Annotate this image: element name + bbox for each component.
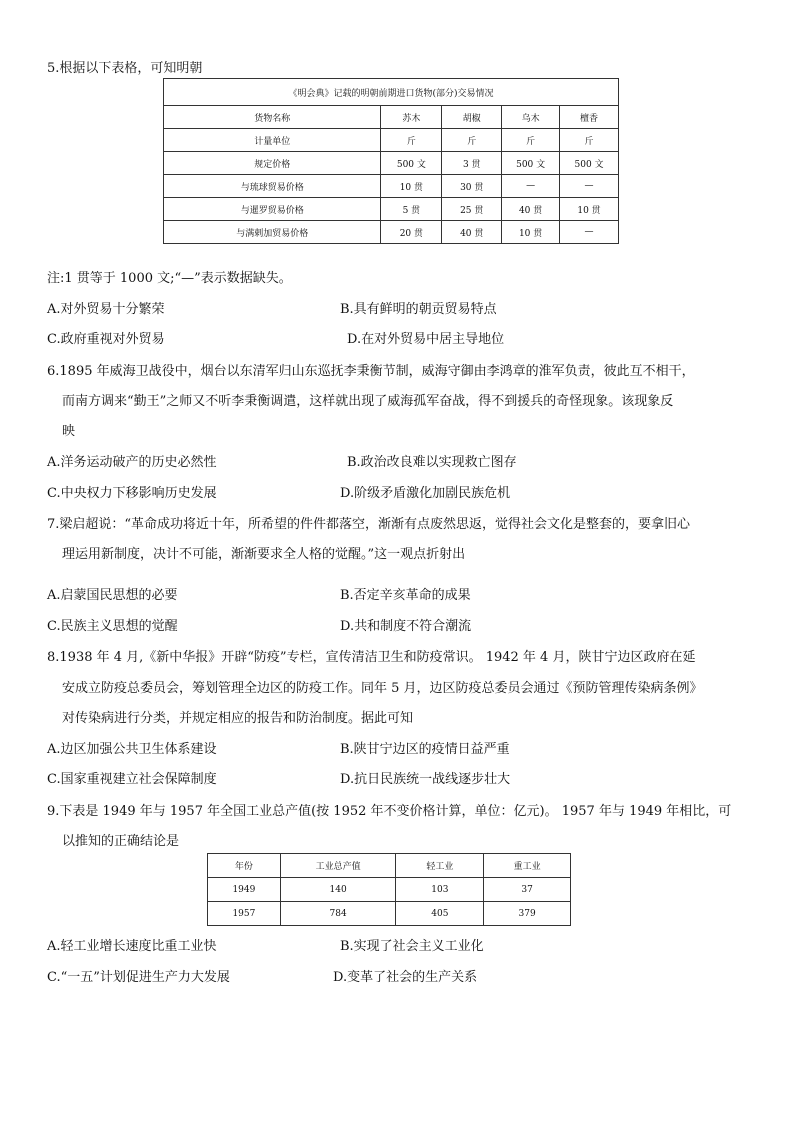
table-cell: 与暹罗贸易价格	[164, 198, 381, 221]
table-cell: 斤	[442, 129, 502, 152]
q8-stem-line1: 8.1938 年 4 月,《新中华报》开辟“防疫”专栏，宣传清洁卫生和防疫常识。 1942 年 4 月，陕甘宁边区政府在延	[47, 650, 696, 665]
q9-table	[207, 853, 571, 926]
q9-stem-line2: 以推知的正确结论是	[62, 834, 180, 849]
table-cell: 30 贯	[442, 175, 502, 198]
q8-option-b[interactable]: B.陕甘宁边区的疫情日益严重	[340, 742, 510, 757]
table-cell: 10 贯	[381, 175, 442, 198]
q8-stem-line3: 对传染病进行分类，并规定相应的报告和防治制度。据此可知	[62, 711, 414, 726]
table-cell: 10 贯	[560, 198, 619, 221]
q5-note: 注:1 贯等于 1000 文;“—”表示数据缺失。	[47, 271, 292, 286]
table-cell: 1949	[208, 878, 281, 902]
table-cell: 40 贯	[502, 198, 560, 221]
table-row	[208, 878, 571, 902]
table-cell: —	[560, 175, 619, 198]
q5-stem: 5.根据以下表格，可知明朝	[47, 61, 203, 76]
table-header-cell: 乌木	[502, 106, 560, 129]
q6-option-a[interactable]: A.洋务运动破产的历史必然性	[47, 455, 217, 470]
table-cell: 5 贯	[381, 198, 442, 221]
q5-option-b[interactable]: B.具有鲜明的朝贡贸易特点	[340, 302, 497, 317]
table-header-row	[164, 106, 619, 129]
q8-option-d[interactable]: D.抗日民族统一战线逐步壮大	[340, 772, 511, 787]
q9-option-c[interactable]: C.“一五”计划促进生产力大发展	[47, 970, 230, 985]
table-cell: 斤	[381, 129, 442, 152]
table-row	[164, 175, 619, 198]
table-header-cell: 货物名称	[164, 106, 381, 129]
q9-option-a[interactable]: A.轻工业增长速度比重工业快	[47, 939, 217, 954]
q5-option-d[interactable]: D.在对外贸易中居主导地位	[347, 332, 505, 347]
table-row	[164, 129, 619, 152]
q7-option-a[interactable]: A.启蒙国民思想的必要	[47, 588, 178, 603]
q6-option-b[interactable]: B.政治改良难以实现救亡图存	[347, 455, 517, 470]
table-cell: 计量单位	[164, 129, 381, 152]
table-cell: —	[502, 175, 560, 198]
table-cell: 140	[280, 878, 396, 902]
q8-option-a[interactable]: A.边区加强公共卫生体系建设	[47, 742, 217, 757]
table-cell: 40 贯	[442, 221, 502, 244]
q5-table-caption: 《明会典》记载的明朝前期进口货物(部分)交易情况	[164, 79, 619, 106]
table-cell: 与满剌加贸易价格	[164, 221, 381, 244]
table-cell: 500 文	[502, 152, 560, 175]
q9-option-b[interactable]: B.实现了社会主义工业化	[340, 939, 484, 954]
table-row	[208, 902, 571, 926]
table-header-cell: 重工业	[484, 854, 571, 878]
q7-option-b[interactable]: B.否定辛亥革命的成果	[340, 588, 471, 603]
q9-stem-line1: 9.下表是 1949 年与 1957 年全国工业总产值(按 1952 年不变价格计算，单位：亿元)。 1957 年与 1949 年相比，可	[47, 804, 732, 819]
table-row	[164, 221, 619, 244]
q7-stem-line2: 理运用新制度，决计不可能，渐渐要求全人格的觉醒。”这一观点折射出	[62, 547, 466, 562]
table-header-row	[208, 854, 571, 878]
table-cell: 10 贯	[502, 221, 560, 244]
table-cell: 3 贯	[442, 152, 502, 175]
q7-option-d[interactable]: D.共和制度不符合潮流	[340, 619, 472, 634]
table-header-cell: 轻工业	[396, 854, 484, 878]
q6-stem-line2: 而南方调来“勤王”之师又不听李秉衡调遣，这样就出现了威海孤军奋战，得不到援兵的奇怪现象。该现象反	[62, 394, 674, 409]
q6-stem-line1: 6.1895 年威海卫战役中，烟台以东清军归山东巡抚李秉衡节制，威海守御由李鸿章的淮军负责，彼此互不相干，	[47, 364, 695, 379]
table-header-cell: 苏木	[381, 106, 442, 129]
q6-option-d[interactable]: D.阶级矛盾激化加剧民族危机	[340, 486, 511, 501]
table-header-cell: 胡椒	[442, 106, 502, 129]
table-cell: 斤	[560, 129, 619, 152]
q8-stem-line2: 安成立防疫总委员会，筹划管理全边区的防疫工作。同年 5 月，边区防疫总委员会通过《预防管理传染病条例》	[62, 681, 703, 696]
table-cell: —	[560, 221, 619, 244]
table-cell: 500 文	[381, 152, 442, 175]
q7-option-c[interactable]: C.民族主义思想的觉醒	[47, 619, 178, 634]
table-cell: 784	[280, 902, 396, 926]
table-cell: 20 贯	[381, 221, 442, 244]
table-header-cell: 年份	[208, 854, 281, 878]
table-cell: 1957	[208, 902, 281, 926]
table-cell: 405	[396, 902, 484, 926]
q6-stem-line3: 映	[62, 424, 76, 439]
table-cell: 103	[396, 878, 484, 902]
table-header-cell: 工业总产值	[280, 854, 396, 878]
table-cell: 与琉球贸易价格	[164, 175, 381, 198]
table-cell: 500 文	[560, 152, 619, 175]
q5-option-c[interactable]: C.政府重视对外贸易	[47, 332, 165, 347]
table-cell: 379	[484, 902, 571, 926]
q8-option-c[interactable]: C.国家重视建立社会保障制度	[47, 772, 217, 787]
table-cell: 25 贯	[442, 198, 502, 221]
table-cell: 规定价格	[164, 152, 381, 175]
q7-stem-line1: 7.梁启超说：“革命成功将近十年，所希望的件件都落空，渐渐有点废然思返，觉得社会文化是整套的，要拿旧心	[47, 517, 691, 532]
q9-option-d[interactable]: D.变革了社会的生产关系	[333, 970, 478, 985]
table-row	[164, 152, 619, 175]
table-cell: 斤	[502, 129, 560, 152]
q6-option-c[interactable]: C.中央权力下移影响历史发展	[47, 486, 217, 501]
table-cell: 37	[484, 878, 571, 902]
table-header-cell: 檀香	[560, 106, 619, 129]
q5-option-a[interactable]: A.对外贸易十分繁荣	[47, 302, 165, 317]
q5-table	[163, 78, 619, 244]
table-row	[164, 198, 619, 221]
